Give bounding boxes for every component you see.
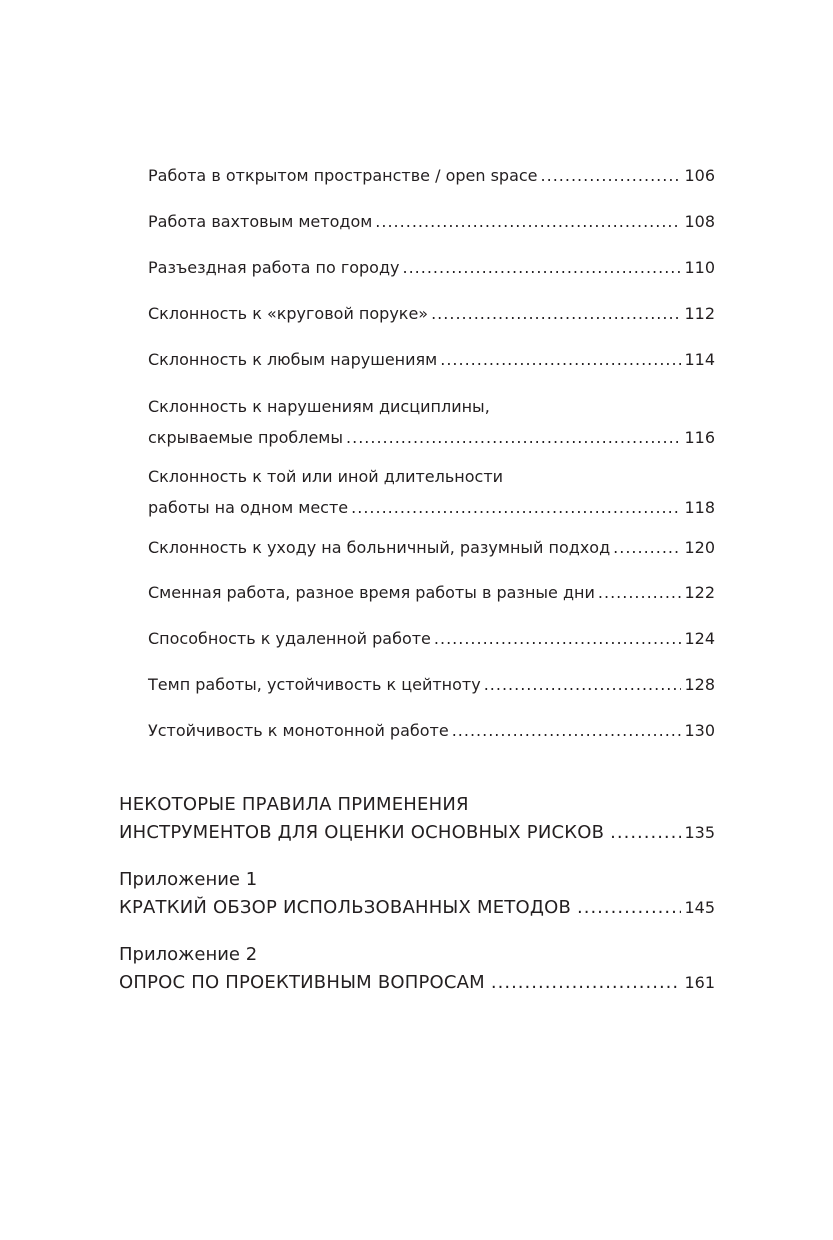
entry-page-number: 112 xyxy=(684,304,715,323)
entry-title-line2: скрываемые проблемы xyxy=(148,428,344,447)
appendix-label: Приложение 1 xyxy=(119,869,258,890)
toc-entry xyxy=(148,394,715,450)
entry-title: Разъездная работа по городу xyxy=(148,258,400,277)
entry-page-number: 128 xyxy=(684,675,715,694)
toc-entry xyxy=(148,163,715,188)
entry-title: Работа в открытом пространстве / open space xyxy=(148,166,538,185)
entry-page-number: 114 xyxy=(684,350,715,369)
appendix-label: Приложение 2 xyxy=(119,944,258,965)
section-title: КРАТКИЙ ОБЗОР ИСПОЛЬЗОВАННЫХ МЕТОДОВ xyxy=(119,897,572,918)
entry-title: Сменная работа, разное время работы в разные дни xyxy=(148,583,595,602)
toc-entry xyxy=(148,626,715,651)
entry-page-number: 124 xyxy=(684,629,715,648)
entry-title: Склонность к любым нарушениям xyxy=(148,350,438,369)
toc-entry xyxy=(148,464,715,520)
section-page-number: 135 xyxy=(684,823,715,842)
entry-page-number: 120 xyxy=(684,538,715,557)
entry-page-number: 106 xyxy=(684,166,715,185)
section-title-line1: НЕКОТОРЫЕ ПРАВИЛА ПРИМЕНЕНИЯ xyxy=(119,794,469,815)
entry-page-number: 110 xyxy=(684,258,715,277)
entry-title: Темп работы, устойчивость к цейтноту xyxy=(148,675,481,694)
entry-page-number: 116 xyxy=(684,428,715,447)
section-page-number: 161 xyxy=(684,973,715,992)
toc-entry xyxy=(148,347,715,372)
toc-entry xyxy=(148,209,715,234)
section-title: ОПРОС ПО ПРОЕКТИВНЫМ ВОПРОСАМ xyxy=(119,972,485,993)
entry-title-line1: Склонность к нарушениям дисциплины, xyxy=(148,397,490,416)
entry-title: Склонность к «круговой поруке» xyxy=(148,304,429,323)
entry-page-number: 108 xyxy=(684,212,715,231)
toc-entry xyxy=(148,718,715,743)
toc-section xyxy=(119,791,715,847)
entry-page-number: 130 xyxy=(684,721,715,740)
entry-title: Способность к удаленной работе xyxy=(148,629,431,648)
toc-entry xyxy=(148,535,715,560)
toc-entry xyxy=(148,255,715,280)
section-page-number: 145 xyxy=(684,898,715,917)
entry-page-number: 122 xyxy=(684,583,715,602)
entry-title-line1: Склонность к той или иной длительности xyxy=(148,467,504,486)
toc-section xyxy=(119,941,715,997)
toc-entry xyxy=(148,672,715,697)
toc-section xyxy=(119,866,715,922)
entry-title-line2: работы на одном месте xyxy=(148,498,349,517)
entry-title: Работа вахтовым методом xyxy=(148,212,373,231)
toc-entry xyxy=(148,580,715,605)
section-title-line2: ИНСТРУМЕНТОВ ДЛЯ ОЦЕНКИ ОСНОВНЫХ РИСКОВ xyxy=(119,822,605,843)
entry-title: Устойчивость к монотонной работе xyxy=(148,721,449,740)
entry-title: Склонность к уходу на больничный, разумный подход xyxy=(148,538,611,557)
entry-page-number: 118 xyxy=(684,498,715,517)
toc-entry xyxy=(148,301,715,326)
